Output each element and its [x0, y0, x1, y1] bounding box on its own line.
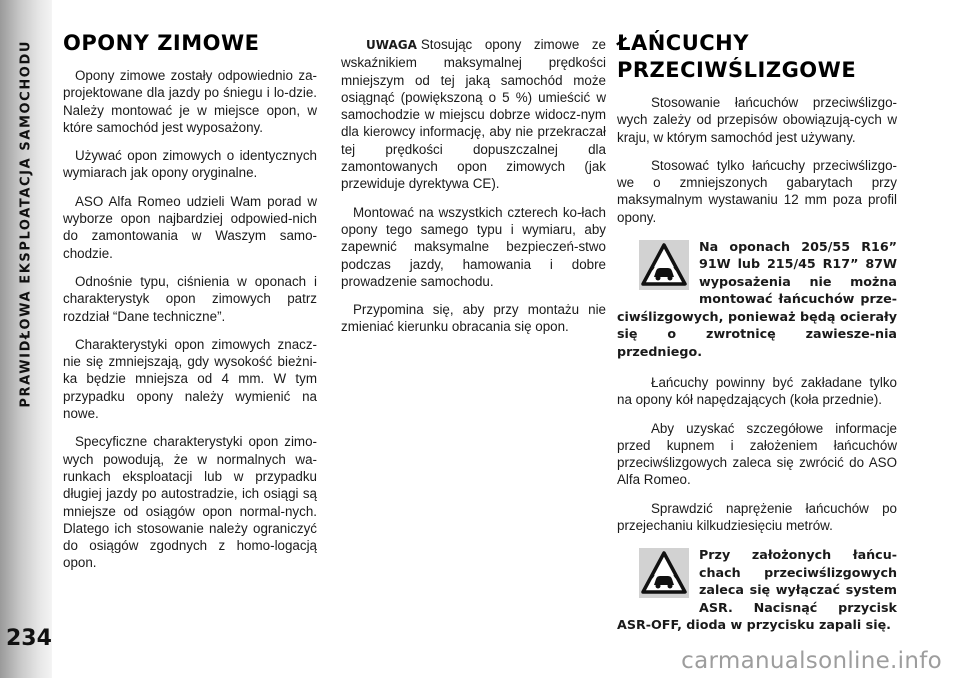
section-title: PRAWIDŁOWA EKSPLOATACJA SAMOCHODU — [18, 40, 34, 408]
watermark: carmanualsonline.info — [681, 648, 942, 674]
sidebar — [0, 0, 52, 678]
note-text: Stosując opony zimowe ze wskaźnikiem maksymalnej prędkości mniejszym od tej jaką samochód może osiągnąć (powiększoną o 5 %) umieścić w samochodzie w miejscu dobrze widocz-nym dla kierowcy informację, aby nie przekraczał tej prędkości dopuszczalnej dla zamontowanych opon zimowych (jak przewiduje dyrektywa CE). — [341, 37, 606, 192]
warning-box — [617, 546, 897, 633]
column-snow-chains — [617, 30, 897, 647]
paragraph: Charakterystyki opon zimowych znacz-nie się zmniejszają, gdy wysokość bieżni-ka będzie mniejsza od 4 mm. W tym przypadku opony należy wymienić na nowe. — [63, 336, 317, 422]
paragraph: ASO Alfa Romeo udzieli Wam porad w wyborze opon najbardziej odpowied-nich do zamontowania w Waszym samo-chodzie. — [63, 193, 317, 261]
warning-text: Na oponach 205/55 R16” 91W lub 215/45 R17” 87W wyposażenia nie można montować łańcuchów prze-ciwślizgowych, ponieważ będą ocierały się o zwrotnicę zawiesze-nia przedniego. — [617, 239, 897, 359]
paragraph: Stosować tylko łańcuchy przeciwślizgo-we o zmniejszonych gabarytach przy maksymalnym wystawaniu 12 mm poza profil opony. — [617, 157, 897, 225]
paragraph: Sprawdzić naprężenie łańcuchów po przejechaniu kilkudziesięciu metrów. — [617, 500, 897, 533]
column-notes — [341, 36, 606, 347]
warning-box — [617, 238, 897, 360]
paragraph: Specyficzne charakterystyki opon zimo-wych powodują, że w normalnych wa-runkach eksploatacji lub w przypadku długiej jazdy po autostradzie, ich osiągi są mniejsze od osiągów opon normal-nych. Dlatego ich stosowanie należy ograniczyć do osiągów zgodnych z homo-logacją opon. — [63, 434, 317, 571]
heading-line-1: ŁAŃCUCHY — [617, 31, 749, 55]
paragraph: Opony zimowe zostały odpowiednio za-projektowane dla jazdy po śniegu i lo-dzie. Należy montować je w miejsce opon, w które samochód jest wyposażony. — [63, 68, 317, 135]
warning-car-triangle-icon — [639, 240, 689, 290]
column-winter-tires — [63, 30, 317, 583]
heading-snow-chains — [617, 30, 897, 84]
heading-line-2: PRZECIWŚLIZGOWE — [617, 58, 857, 82]
paragraph: Aby uzyskać szczegółowe informacje przed kupnem i założeniem łańcuchów przeciwślizgowych zaleca się zwrócić do ASO Alfa Romeo. — [617, 420, 897, 488]
warning-car-triangle-icon — [639, 548, 689, 598]
paragraph: Montować na wszystkich czterech ko-łach opony tego samego typu i wymiaru, aby zapewnić maksymalne bezpieczeń-stwo podczas jazdy, hamowania i dobre prowadzenie samochodu. — [341, 204, 606, 289]
page-number: 234 — [6, 626, 52, 651]
note-label: UWAGA — [366, 38, 417, 52]
paragraph: Łańcuchy powinny być zakładane tylko na opony kół napędzających (koła przednie). — [617, 374, 897, 408]
paragraph: Przypomina się, aby przy montażu nie zmieniać kierunku obracania się opon. — [341, 302, 606, 335]
paragraph: Odnośnie typu, ciśnienia w oponach i charakterystyk opon zimowych patrz rozdział “Dane techniczne”. — [63, 273, 317, 324]
paragraph: Używać opon zimowych o identycznych wymiarach jak opony oryginalne. — [63, 148, 317, 181]
note-paragraph — [341, 36, 606, 193]
warning-text: Przy założonych łańcu-chach przeciwślizgowych zaleca się wyłączać system ASR. Nacisnąć przycisk ASR-OFF, dioda w przycisku zapali się. — [617, 547, 897, 632]
heading-winter-tires: OPONY ZIMOWE — [63, 31, 260, 55]
paragraph: Stosowanie łańcuchów przeciwślizgo-wych zależy od przepisów obowiązują-cych w kraju, w którym samochód jest używany. — [617, 95, 897, 145]
